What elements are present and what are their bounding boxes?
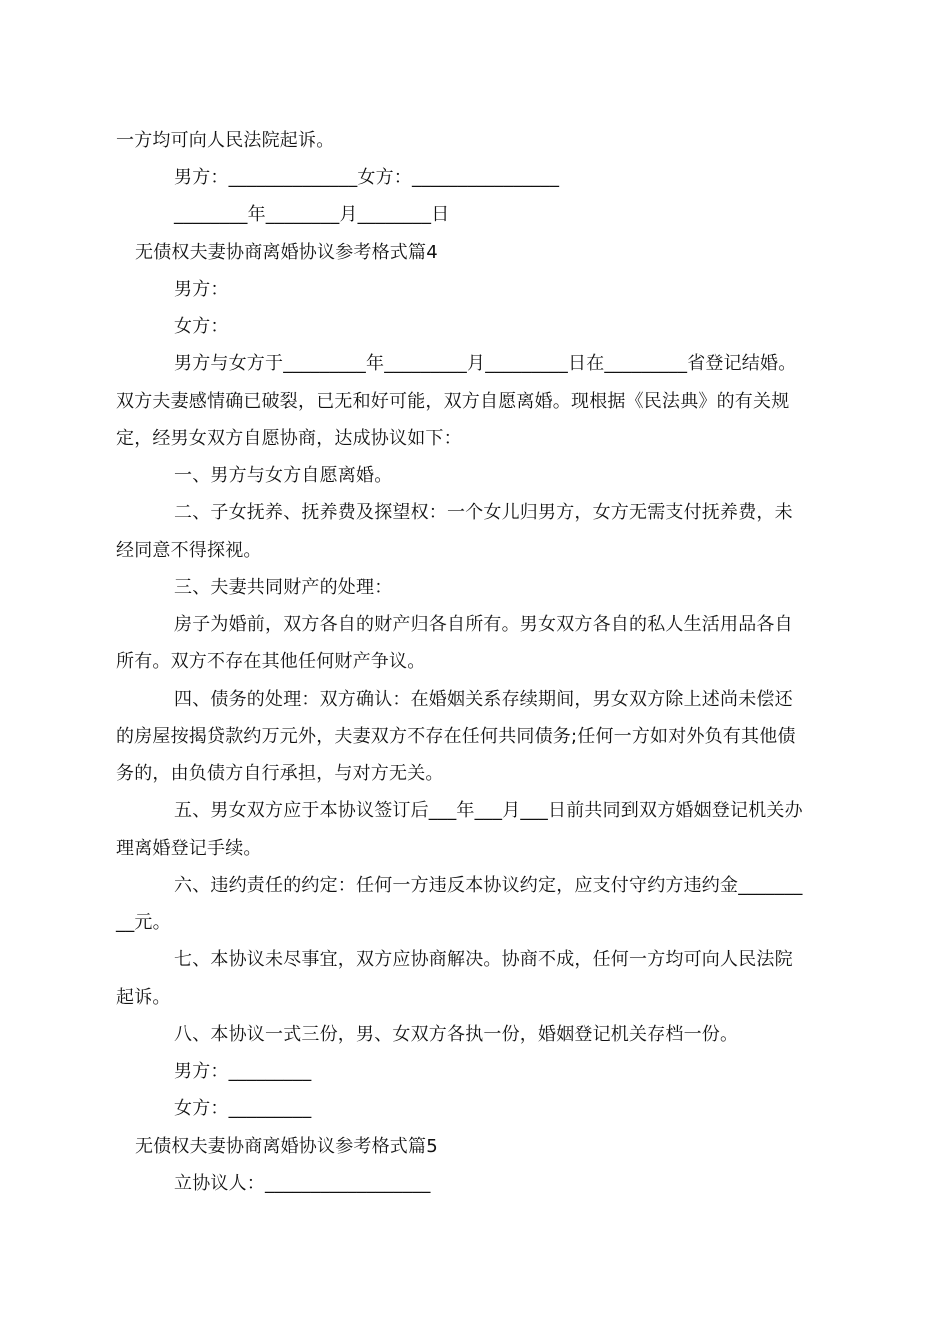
text-line: 理离婚登记手续。 (116, 838, 262, 859)
text-line: 经同意不得探视。 (116, 540, 262, 561)
text-line: 定，经男女双方自愿协商，达成协议如下： (116, 428, 462, 449)
text-line: 起诉。 (116, 987, 171, 1008)
clause: 一、男方与女方自愿离婚。 (174, 465, 393, 486)
signature-line: 立协议人：__________________ (174, 1173, 431, 1194)
text-line: 的房屋按揭贷款约万元外，夫妻双方不存在任何共同债务;任何一方如对外负有其他债 (116, 726, 796, 747)
text-line: 男方与女方于_________年_________月_________日在_________省登记结婚。 (174, 353, 797, 374)
section-title: 无债权夫妻协商离婚协议参考格式篇4 (135, 242, 438, 263)
date-line: ________年________月________日 (174, 204, 450, 225)
text-line: 一方均可向人民法院起诉。 (116, 130, 335, 151)
clause: 六、违约责任的约定：任何一方违反本协议约定，应支付守约方违约金_______ (174, 875, 803, 896)
clause: 八、本协议一式三份，男、女双方各执一份，婚姻登记机关存档一份。 (174, 1024, 739, 1045)
text-line: 房子为婚前，双方各自的财产归各自所有。男女双方各自的私人生活用品各自 (174, 614, 793, 635)
clause: 三、夫妻共同财产的处理： (174, 577, 393, 598)
text-line: 双方夫妻感情确已破裂，已无和好可能，双方自愿离婚。现根据《民法典》的有关规 (116, 391, 790, 412)
clause: 五、男女双方应于本协议签订后___年___月___日前共同到双方婚姻登记机关办 (174, 800, 803, 821)
signature-line: 男方：_________ (174, 1061, 312, 1082)
party-label: 男方： (174, 279, 229, 300)
clause: 二、子女抚养、抚养费及探望权：一个女儿归男方，女方无需支付抚养费，未 (174, 502, 793, 523)
clause: 四、债务的处理：双方确认：在婚姻关系存续期间，男女双方除上述尚未偿还 (174, 689, 793, 710)
signature-line: 女方：_________ (174, 1098, 312, 1119)
party-label: 女方： (174, 316, 229, 337)
text-line: __元。 (116, 912, 171, 933)
signature-line: 男方：______________女方：________________ (174, 167, 560, 188)
section-title: 无债权夫妻协商离婚协议参考格式篇5 (135, 1136, 438, 1157)
text-line: 务的，由负债方自行承担，与对方无关。 (116, 763, 444, 784)
clause: 七、本协议未尽事宜，双方应协商解决。协商不成，任何一方均可向人民法院 (174, 949, 793, 970)
text-line: 所有。双方不存在其他任何财产争议。 (116, 651, 426, 672)
